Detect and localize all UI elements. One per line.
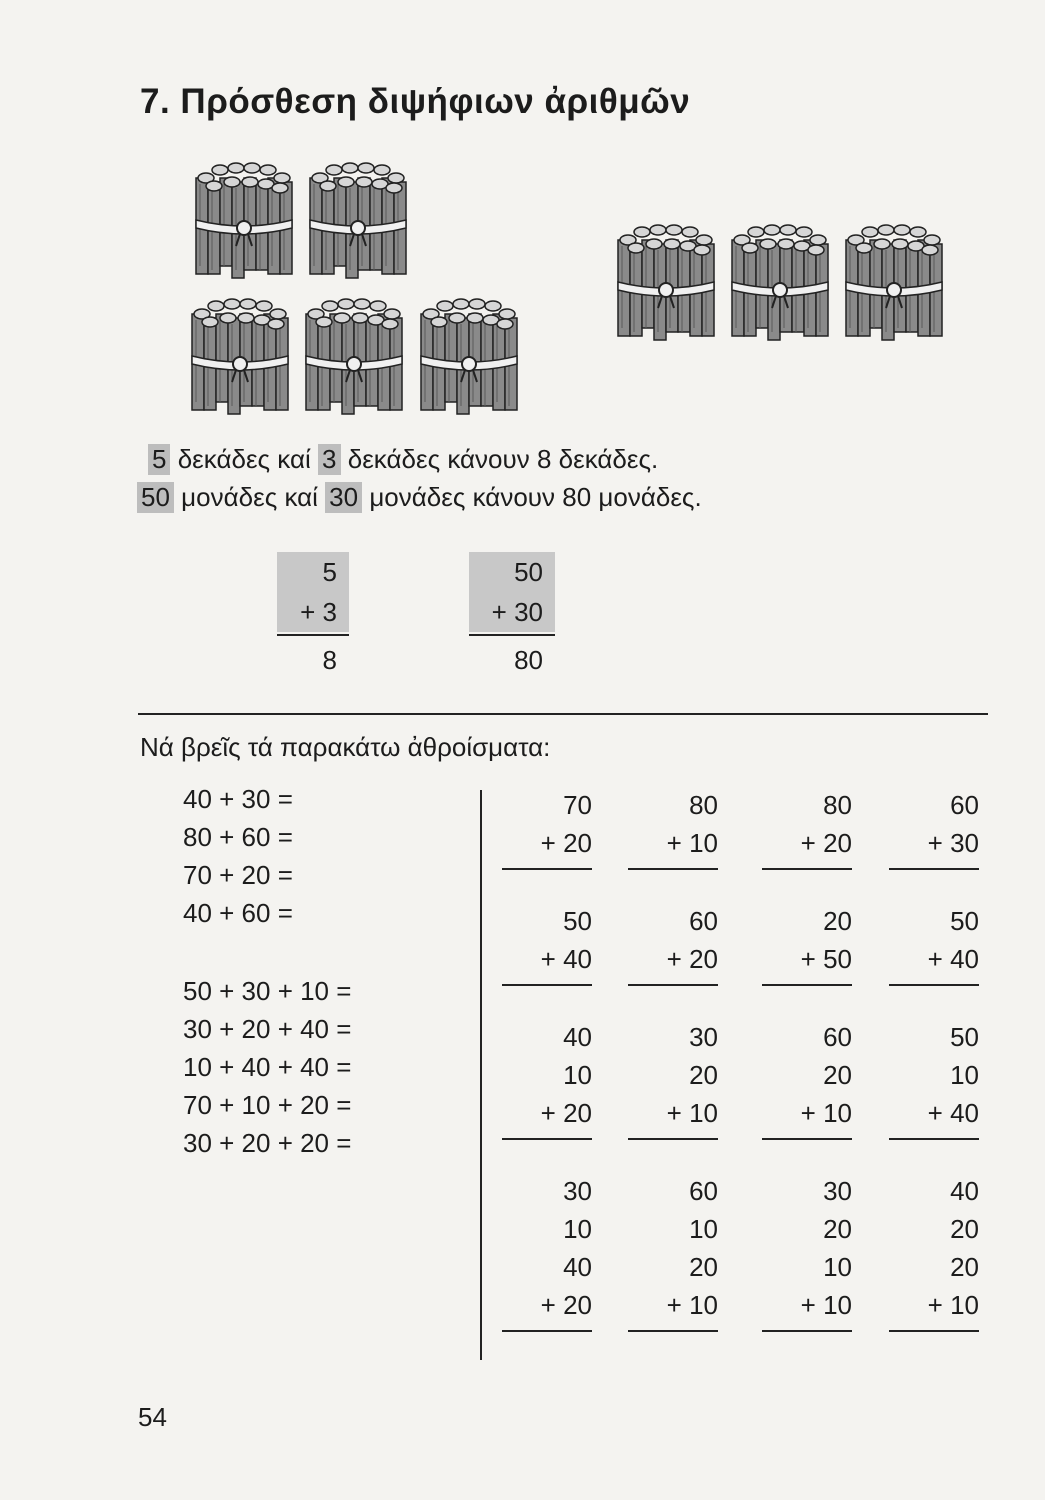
vertical-sum (889, 1172, 979, 1332)
bundle-of-ten-sticks-icon (842, 222, 946, 342)
vertical-sum (502, 902, 592, 986)
vertical-sum-number: 20 (950, 1214, 979, 1244)
vertical-sum-answer-line[interactable] (502, 984, 592, 986)
horizontal-sum-item: 50 + 30 + 10 = (183, 976, 352, 1006)
example-units-addend: + 30 (469, 592, 555, 632)
vertical-sum-number: 30 (563, 1176, 592, 1206)
section-divider (138, 713, 988, 715)
page-number: 54 (138, 1402, 167, 1432)
vertical-sum-answer-line[interactable] (889, 984, 979, 986)
tens-text-1: δεκάδες καί (177, 444, 311, 474)
vertical-sum-addend: + 10 (800, 1290, 852, 1320)
vertical-sum (762, 1172, 852, 1332)
horizontal-sum-item: 30 + 20 + 20 = (183, 1128, 352, 1158)
vertical-sum (502, 786, 592, 870)
vertical-sum-addend: + 20 (666, 944, 718, 974)
vertical-sum-addend: + 10 (666, 1098, 718, 1128)
vertical-sum-answer-line[interactable] (889, 1330, 979, 1332)
example-tens-rule (277, 634, 349, 636)
vertical-sum-addend: + 10 (800, 1098, 852, 1128)
vertical-sum (762, 786, 852, 870)
units-sentence (137, 482, 702, 513)
bundle-of-ten-sticks-icon (614, 222, 718, 342)
section-title: 7. Πρόσθεση διψήφιων ἀριθμῶν (140, 82, 691, 121)
vertical-sum-answer-line[interactable] (628, 984, 718, 986)
vertical-sum-number: 50 (563, 906, 592, 936)
column-divider (480, 790, 482, 1360)
vertical-sum-answer-line[interactable] (628, 1330, 718, 1332)
vertical-sum-addend: + 50 (800, 944, 852, 974)
bundle-of-ten-sticks-icon (192, 160, 296, 280)
vertical-sum-answer-line[interactable] (762, 1330, 852, 1332)
vertical-sum-answer-line[interactable] (889, 1138, 979, 1140)
units-text-2: μονάδες κάνουν 80 μονάδες. (369, 482, 702, 512)
vertical-sum (889, 786, 979, 870)
vertical-sum-addend: + 20 (540, 828, 592, 858)
vertical-sum-answer-line[interactable] (762, 868, 852, 870)
vertical-sum-number: 70 (563, 790, 592, 820)
units-value-a: 50 (137, 482, 174, 513)
tens-text-2: δεκάδες κάνουν 8 δεκάδες. (347, 444, 659, 474)
vertical-sum (889, 902, 979, 986)
vertical-sum-number: 80 (689, 790, 718, 820)
vertical-sum-number: 60 (950, 790, 979, 820)
example-tens-sum: 8 (322, 645, 337, 675)
vertical-sum-number: 20 (823, 1214, 852, 1244)
horizontal-sum-item: 40 + 60 = (183, 898, 293, 928)
vertical-sum-addend: + 40 (927, 944, 979, 974)
horizontal-sum-item: 10 + 40 + 40 = (183, 1052, 352, 1082)
tens-value-b: 3 (318, 444, 340, 475)
vertical-sum-answer-line[interactable] (762, 984, 852, 986)
units-value-b: 30 (325, 482, 362, 513)
vertical-sum-number: 10 (689, 1214, 718, 1244)
vertical-sum-number: 30 (823, 1176, 852, 1206)
vertical-sum-answer-line[interactable] (889, 868, 979, 870)
vertical-sum-number: 20 (823, 1060, 852, 1090)
horizontal-sum-item: 70 + 20 = (183, 860, 293, 890)
example-tens-top: 5 (277, 552, 349, 592)
vertical-sum (628, 786, 718, 870)
vertical-sum (628, 1018, 718, 1140)
vertical-sum-number: 60 (689, 906, 718, 936)
example-units-top: 50 (469, 552, 555, 592)
vertical-sum (762, 1018, 852, 1140)
vertical-sum-addend: + 30 (927, 828, 979, 858)
vertical-sum-addend: + 10 (927, 1290, 979, 1320)
vertical-sum-number: 20 (950, 1252, 979, 1282)
vertical-sum-number: 50 (950, 906, 979, 936)
vertical-sum (502, 1172, 592, 1332)
tens-value-a: 5 (148, 444, 170, 475)
vertical-sum-answer-line[interactable] (762, 1138, 852, 1140)
vertical-sum (628, 1172, 718, 1332)
vertical-sum-number: 50 (950, 1022, 979, 1052)
vertical-sum-number: 30 (689, 1022, 718, 1052)
vertical-sum-addend: + 20 (540, 1290, 592, 1320)
bundle-of-ten-left (417, 296, 521, 421)
vertical-sum (502, 1018, 592, 1140)
horizontal-sum-item: 80 + 60 = (183, 822, 293, 852)
horizontal-sum-item: 70 + 10 + 20 = (183, 1090, 352, 1120)
vertical-sum-number: 20 (689, 1060, 718, 1090)
vertical-sum-number: 20 (689, 1252, 718, 1282)
vertical-sum-number: 10 (563, 1214, 592, 1244)
vertical-sum-answer-line[interactable] (502, 1138, 592, 1140)
bundle-of-ten-right (614, 222, 718, 347)
exercise-instruction: Νά βρεῖς τά παρακάτω ἀθροίσματα: (140, 732, 551, 762)
bundle-of-ten-sticks-icon (728, 222, 832, 342)
bundle-of-ten-left (306, 160, 410, 285)
example-tens-addend: + 3 (277, 592, 349, 632)
vertical-sum-addend: + 20 (800, 828, 852, 858)
vertical-sum-number: 10 (823, 1252, 852, 1282)
vertical-sum-addend: + 10 (666, 828, 718, 858)
bundle-of-ten-left (302, 296, 406, 421)
vertical-sum-number: 20 (823, 906, 852, 936)
vertical-sum (628, 902, 718, 986)
vertical-sum-number: 60 (823, 1022, 852, 1052)
bundle-of-ten-sticks-icon (417, 296, 521, 416)
vertical-sum-number: 60 (689, 1176, 718, 1206)
vertical-sum-number: 80 (823, 790, 852, 820)
example-units-sum: 80 (514, 645, 543, 675)
vertical-sum-number: 40 (950, 1176, 979, 1206)
example-units-addition (469, 552, 555, 680)
horizontal-sum-item: 30 + 20 + 40 = (183, 1014, 352, 1044)
vertical-sum-number: 40 (563, 1022, 592, 1052)
vertical-sum-number: 10 (563, 1060, 592, 1090)
vertical-sum (889, 1018, 979, 1140)
vertical-sum (762, 902, 852, 986)
bundle-of-ten-right (842, 222, 946, 347)
example-tens-addition (277, 552, 349, 680)
units-text-1: μονάδες καί (181, 482, 318, 512)
vertical-sum-addend: + 40 (927, 1098, 979, 1128)
vertical-sum-addend: + 20 (540, 1098, 592, 1128)
bundle-of-ten-left (192, 160, 296, 285)
bundle-of-ten-right (728, 222, 832, 347)
vertical-sum-answer-line[interactable] (502, 868, 592, 870)
bundle-of-ten-sticks-icon (302, 296, 406, 416)
vertical-sum-addend: + 40 (540, 944, 592, 974)
vertical-sum-number: 40 (563, 1252, 592, 1282)
horizontal-sum-item: 40 + 30 = (183, 784, 293, 814)
vertical-sum-answer-line[interactable] (628, 1138, 718, 1140)
tens-sentence (148, 444, 658, 475)
example-units-rule (469, 634, 555, 636)
bundle-of-ten-sticks-icon (306, 160, 410, 280)
vertical-sum-addend: + 10 (666, 1290, 718, 1320)
vertical-sum-answer-line[interactable] (628, 868, 718, 870)
bundle-of-ten-left (188, 296, 292, 421)
vertical-sum-number: 10 (950, 1060, 979, 1090)
vertical-sum-answer-line[interactable] (502, 1330, 592, 1332)
bundle-of-ten-sticks-icon (188, 296, 292, 416)
